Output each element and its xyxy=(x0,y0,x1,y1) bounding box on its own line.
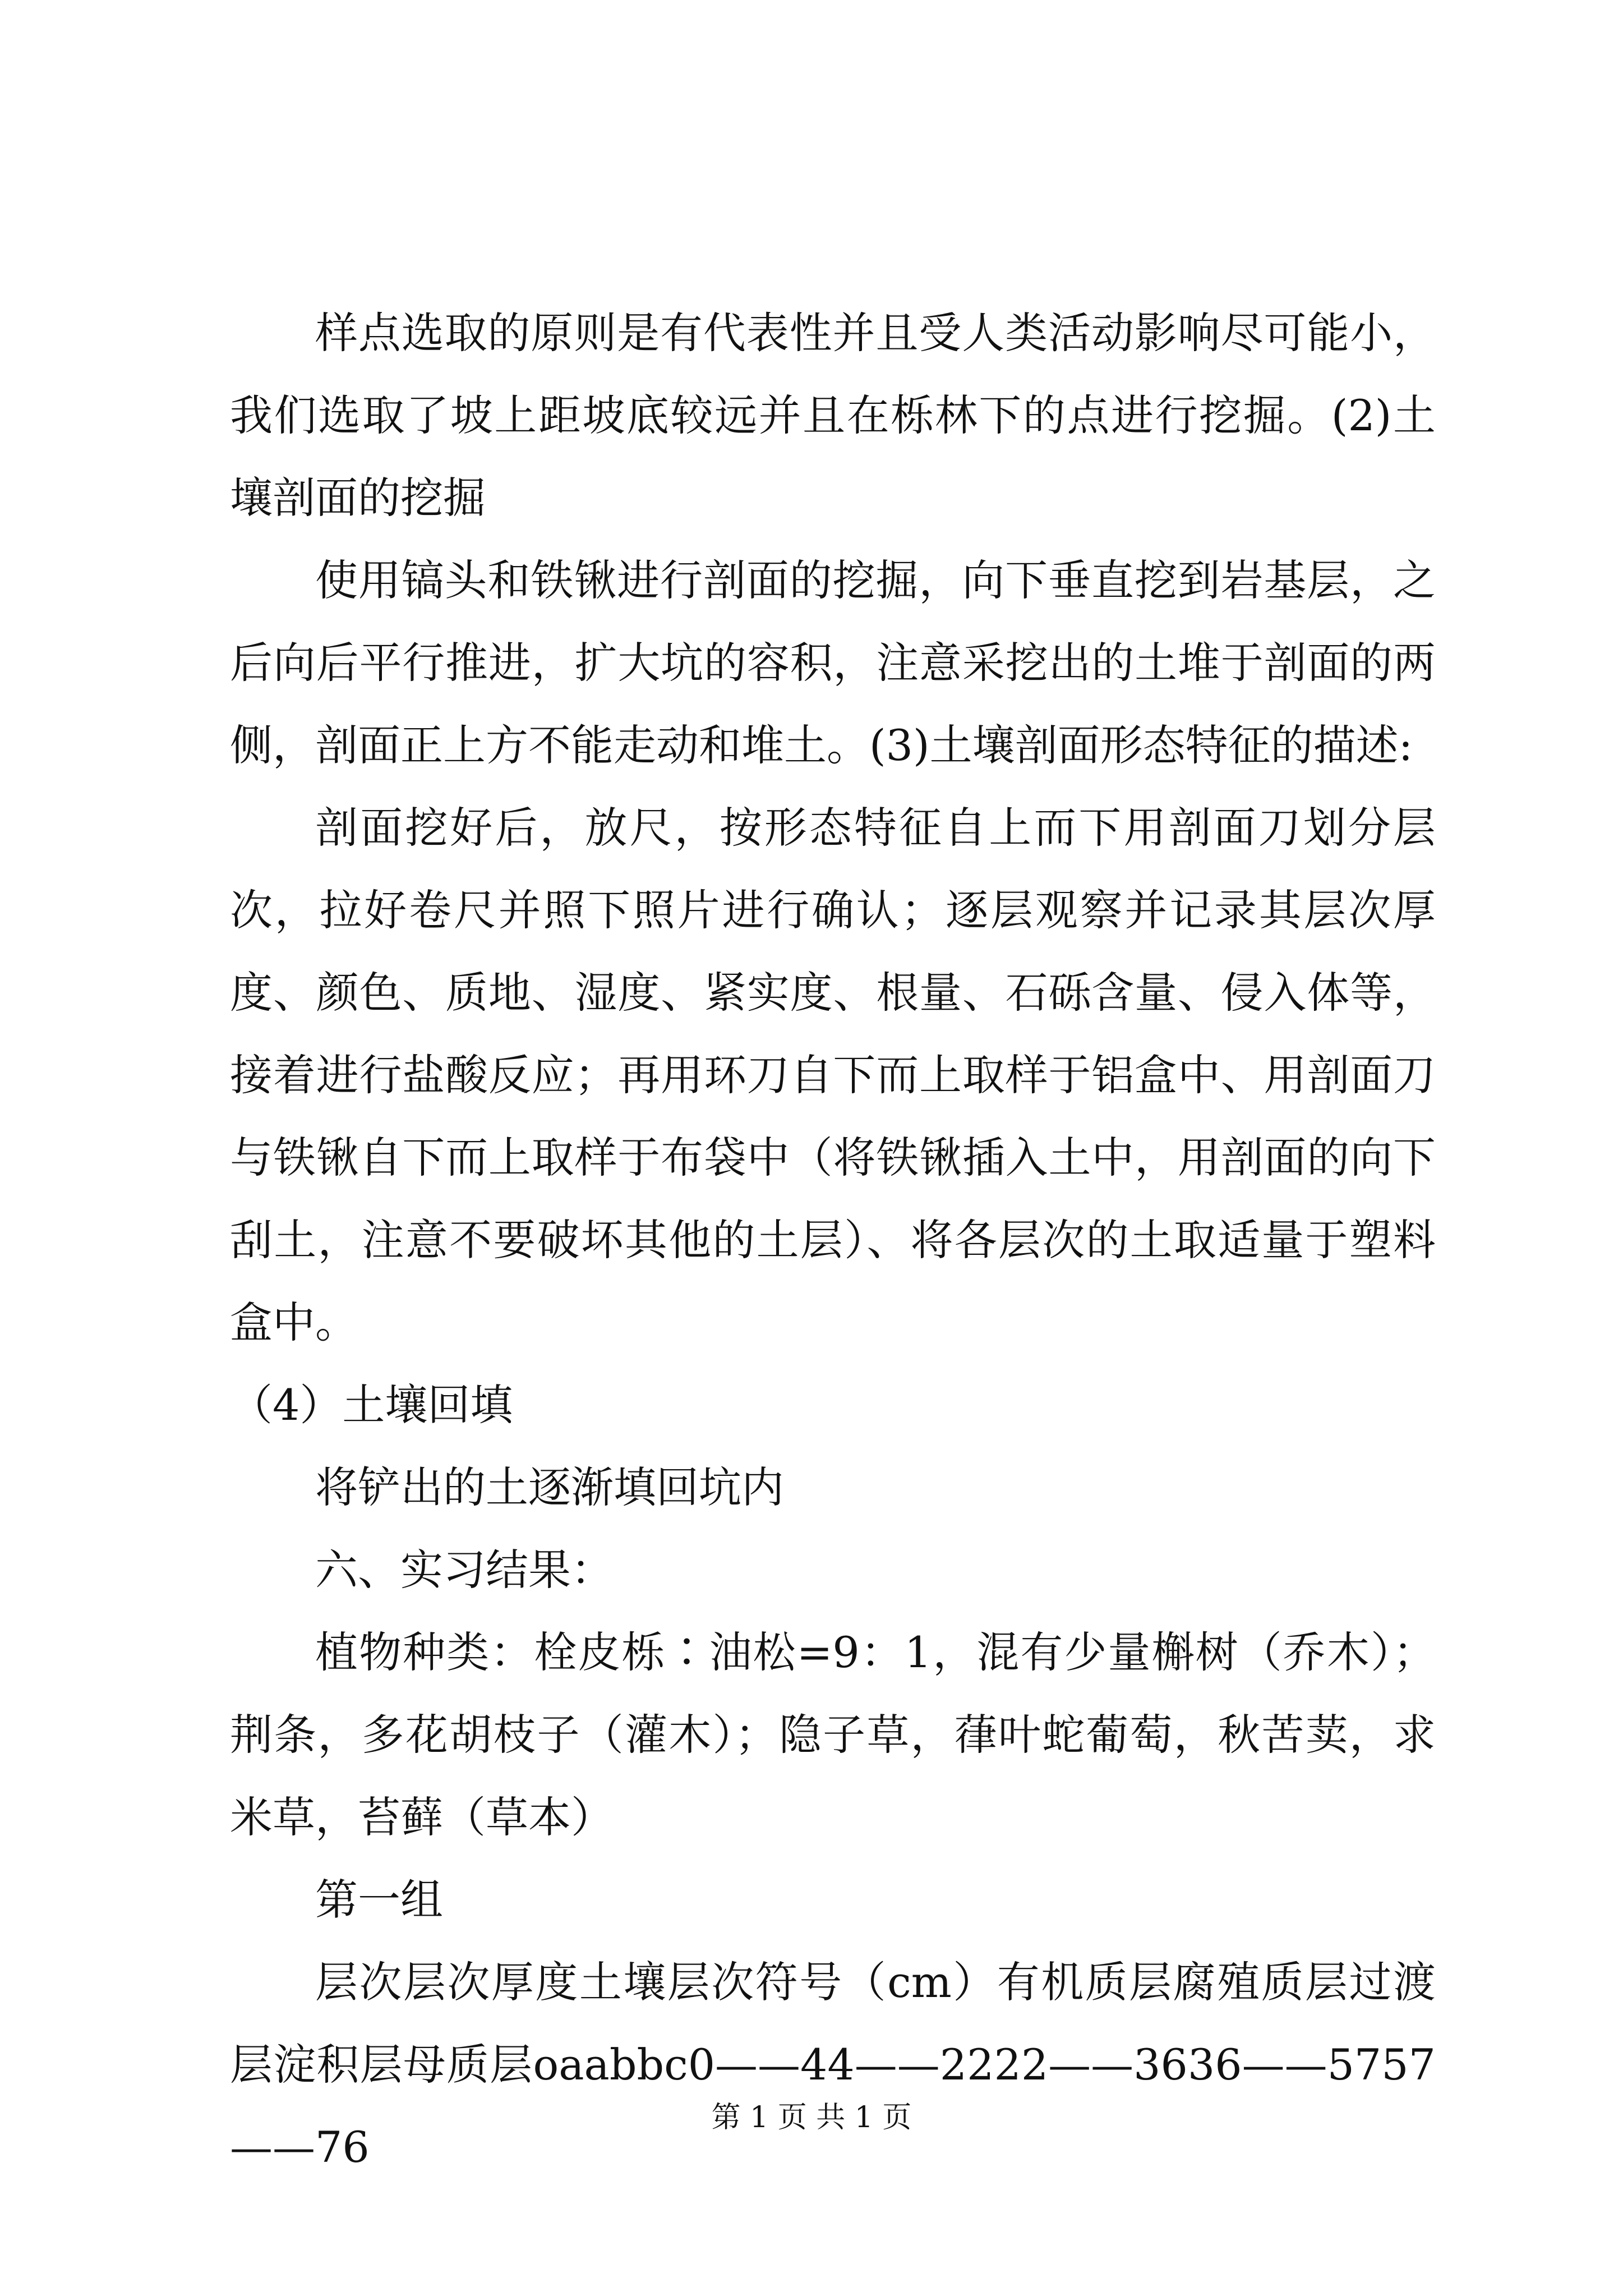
paragraph-backfill: 将铲出的土逐渐填回坑内 xyxy=(315,1462,784,1512)
document-body xyxy=(230,292,1436,2188)
paragraph-plant-species: 植物种类：栓皮栎∶油松=9：1，混有少量槲树（乔木）；荆条，多花胡枝子（灌木）；隐子草，葎叶蛇葡萄，秋苦荬，求米草，苔藓（草本） xyxy=(230,1627,1436,1842)
paragraph-soil-layers: 层次层次厚度土壤层次符号（cm）有机质层腐殖质层过渡层淀积层母质层oaabbc0——44——2222——3636——5757——76 xyxy=(230,1957,1436,2172)
page-footer: 第 1 页 共 1 页 xyxy=(711,2101,912,2134)
paragraph-profile-description: 剖面挖好后，放尺，按形态特征自上而下用剖面刀划分层次，拉好卷尺并照下照片进行确认；逐层观察并记录其层次厚度、颜色、质地、湿度、紧实度、根量、石砾含量、侵入体等，接着进行盐酸反应；再用环刀自下而上取样于铝盒中、用剖面刀与铁锹自下而上取样于布袋中（将铁锹插入土中，用剖面的向下刮土，注意不要破坏其他的土层）、将各层次的土取适量于塑料盒中。 xyxy=(230,803,1436,1347)
paragraph-digging-profile: 使用镐头和铁锹进行剖面的挖掘，向下垂直挖到岩基层，之后向后平行推进，扩大坑的容积，注意采挖出的土堆于剖面的两侧，剖面正上方不能走动和堆土。(3)土壤剖面形态特征的描述: xyxy=(230,555,1436,770)
group-label: 第一组 xyxy=(315,1875,443,1925)
section-heading-soil-backfill: （4）土壤回填 xyxy=(230,1380,513,1430)
section-heading-results: 六、实习结果： xyxy=(315,1545,614,1595)
paragraph-sampling-principle: 样点选取的原则是有代表性并且受人类活动影响尽可能小，我们选取了坡上距坡底较远并且在栎林下的点进行挖掘。(2)土壤剖面的挖掘 xyxy=(230,308,1436,523)
